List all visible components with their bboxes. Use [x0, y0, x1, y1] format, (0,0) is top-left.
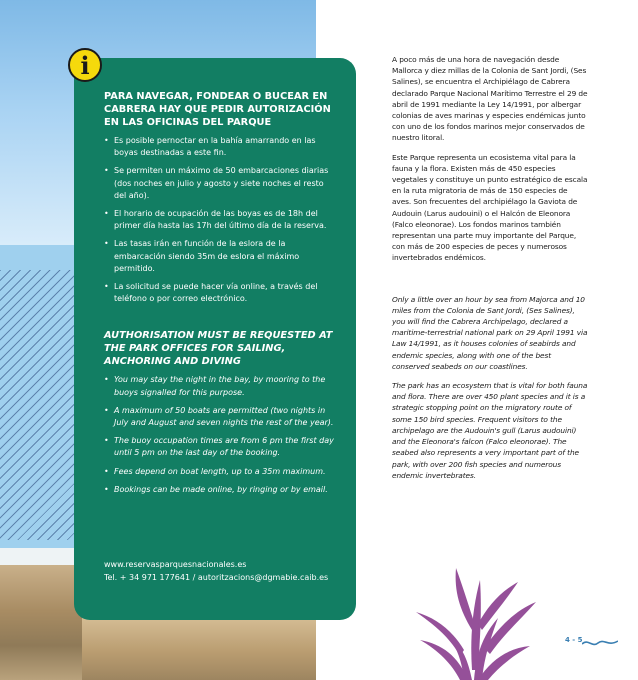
- spacer: [392, 272, 588, 294]
- list-es: [104, 135, 336, 305]
- list-item: • Es posible pernoctar en la bahía amarrando en las boyas destinadas a este fin.: [104, 135, 336, 159]
- list-item: • You may stay the night in the bay, by mooring to the buoys signalled for this purpose.: [104, 374, 336, 398]
- list-item: • La solicitud se puede hacer vía online, a través del teléfono o por correo electrónico.: [104, 281, 336, 305]
- coast-photo: [82, 612, 316, 680]
- list-item: • Las tasas irán en función de la eslora de la embarcación siendo 35m de eslora el máximo permitido.: [104, 238, 336, 275]
- list-en: [104, 374, 336, 496]
- list-item: • Se permiten un máximo de 50 embarcaciones diarias (dos noches en julio y agosto y siete noches el resto del año).: [104, 165, 336, 202]
- list-item: • A maximum of 50 boats are permitted (two nights in July and August and seven nights the rest of the year).: [104, 405, 336, 429]
- phone-email[interactable]: Tel. + 34 971 177641 / autoritzacions@dgmabie.caib.es: [104, 573, 329, 582]
- list-item: • Fees depend on boat length, up to a 35m maximum.: [104, 466, 336, 478]
- right-column: [392, 54, 588, 489]
- sea-plant-illustration: [402, 560, 542, 680]
- page-number: 4 - 5: [565, 636, 583, 644]
- wave-logo-icon: [582, 638, 618, 648]
- paragraph-en-2: The park has an ecosystem that is vital for both fauna and flora. There are over 450 plant species and it is a strategic stopping point on the migratory route of some 150 bird species. Frequent visitors to the archipelago are the Audouin's gull (Larus audouini) and the Eleonora's falcon (Falco eleonorae). The seabed also represents a very important part of the park, with over 200 fish species and numerous endemic invertebrates.: [392, 381, 588, 480]
- website-link[interactable]: www.reservasparquesnacionales.es: [104, 560, 247, 569]
- contact-info: [104, 558, 344, 584]
- paragraph-es-2: Este Parque representa un ecosistema vital para la fauna y la flora. Existen más de 450 especies vegetales y constituye un punto estratégico de escala en la ruta migratoria de más de 150 especies de aves. Son frecuentes del archipiélago la Gaviota de Audouin (Larus audouini) o el Halcón de Eleonora (Falco eleonorae). Los fondos marinos también representan una parte muy importante del Parque, con más de 200 especies de peces y numerosos invertebrados endémicos.: [392, 152, 588, 263]
- info-box-content: [104, 90, 336, 502]
- paragraph-en-1: Only a little over an hour by sea from Majorca and 10 miles from the Colonia de Sant Jordi, (Ses Salines), you will find the Cabrera Archipelago, declared a maritime-terrestrial national park on 29 April 1991 via Law 14/1991, as it houses colonies of seabirds and endemic species, along with one of the best conserved seabeds on our coastlines.: [392, 294, 588, 371]
- map-legend-strip: [0, 548, 82, 565]
- info-icon: i: [68, 48, 102, 82]
- map-protected-area-hatch: [0, 270, 78, 540]
- heading-en: AUTHORISATION MUST BE REQUESTED AT THE PARK OFFICES FOR SAILING, ANCHORING AND DIVING: [104, 330, 333, 368]
- heading-es: PARA NAVEGAR, FONDEAR O BUCEAR EN CABRERA HAY QUE PEDIR AUTORIZACIÓN EN LAS OFICINAS DEL PARQUE: [104, 91, 331, 128]
- list-item: • Bookings can be made online, by ringing or by email.: [104, 484, 336, 496]
- info-box: [74, 58, 356, 620]
- spacer: [104, 311, 336, 329]
- list-item: • El horario de ocupación de las boyas es de 18h del primer día hasta las 17h del último día de la reserva.: [104, 208, 336, 232]
- paragraph-es-1: A poco más de una hora de navegación desde Mallorca y diez millas de la Colonia de Sant Jordi, (Ses Salines), se encuentra el Archipiélago de Cabrera declarado Parque Nacional Marítimo Terrestre el 29 de abril de 1991 mediante la Ley 14/1991, por albergar colonias de aves marinas y especies endémicas junto con uno de los fondos marinos mejor conservados de nuestro litoral.: [392, 55, 588, 143]
- list-item: • The buoy occupation times are from 6 pm the first day until 5 pm on the last day of the booking.: [104, 435, 336, 459]
